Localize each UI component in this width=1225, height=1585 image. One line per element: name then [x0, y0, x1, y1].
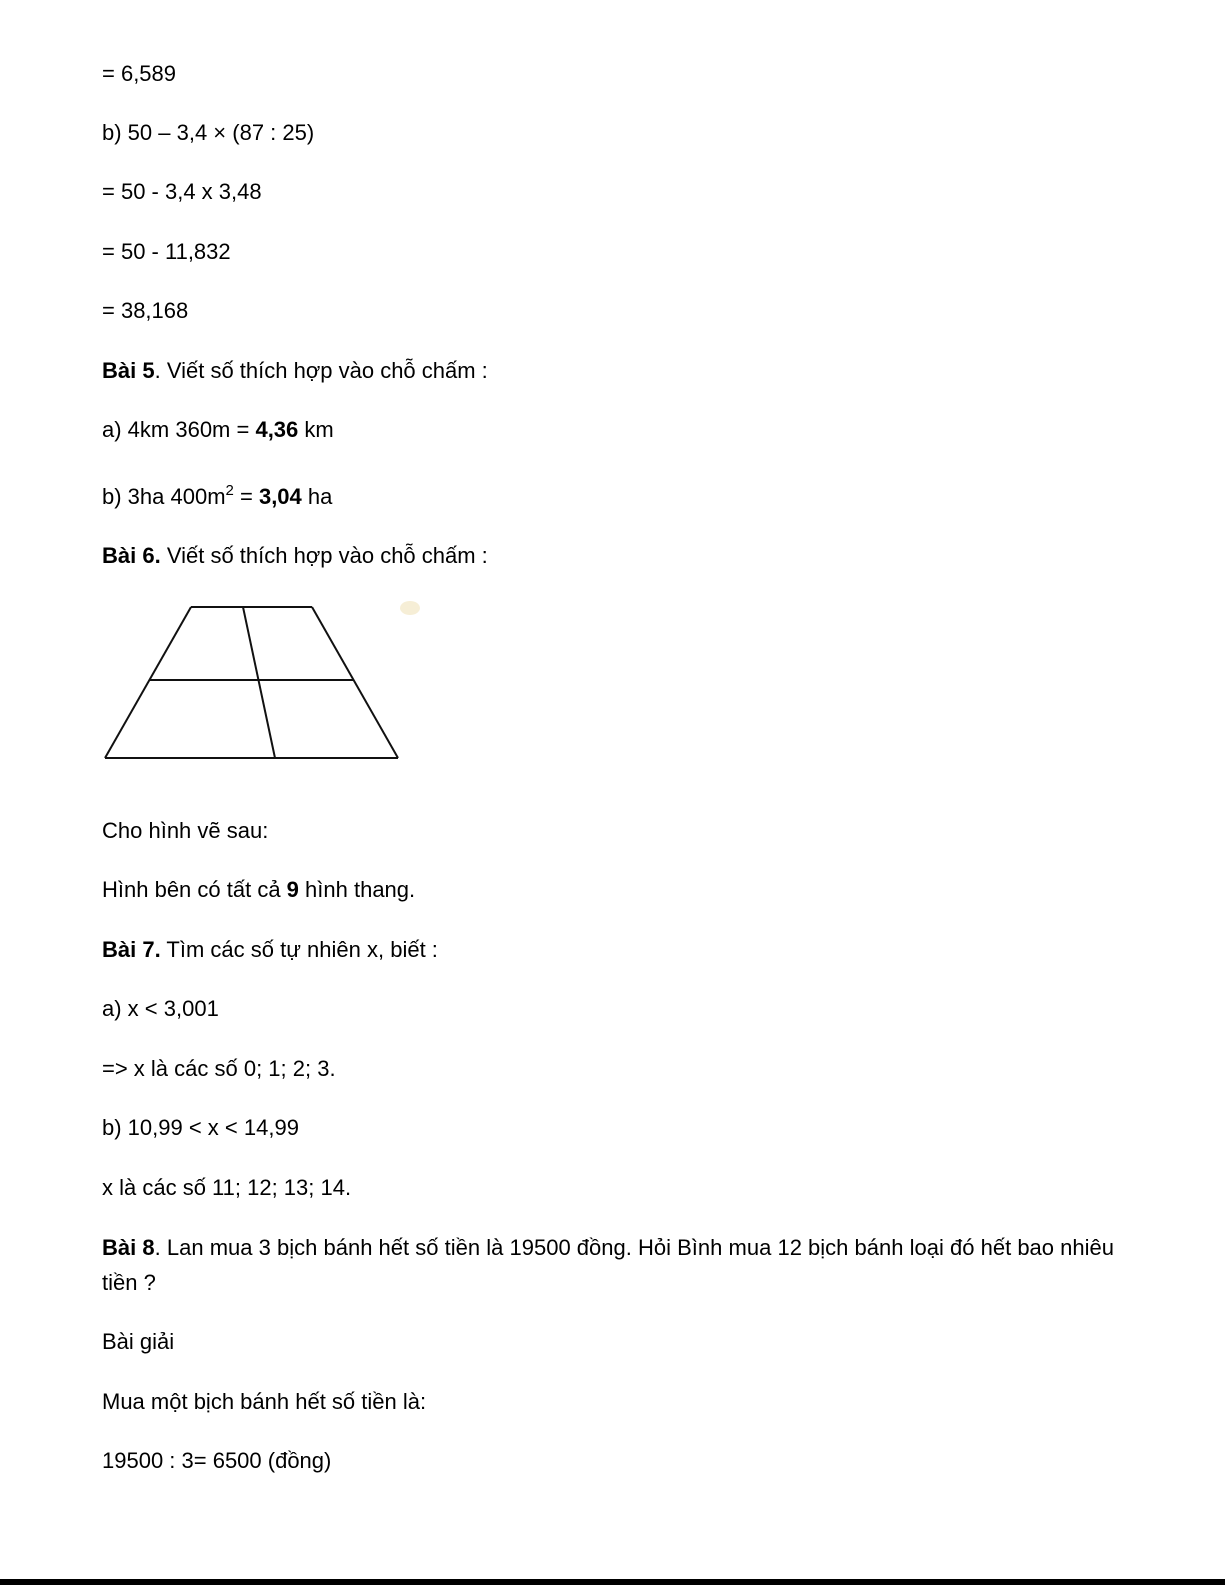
exercise-5a [102, 416, 334, 444]
text-line: Mua một bịch bánh hết số tiền là: [102, 1389, 427, 1414]
answer: 4,36 [255, 417, 299, 442]
exercise-7-heading [102, 936, 438, 964]
exercise-8-heading [102, 1230, 1114, 1300]
exercise-5b [102, 483, 332, 511]
exercise-text: Tìm các số tự nhiên x, biết : [160, 937, 438, 962]
text-line: b) 10,99 < x < 14,99 [102, 1115, 299, 1140]
exercise-6-heading [102, 542, 488, 570]
text-line: 19500 : 3= 6500 (đồng) [102, 1448, 332, 1473]
answer-line [102, 876, 415, 904]
exercise-label: Bài 6. [102, 543, 161, 568]
exercise-text: Viết số thích hợp vào chỗ chấm : [160, 543, 488, 568]
text: Hình bên có tất cả [102, 877, 287, 902]
trapezoid-figure [100, 596, 430, 766]
answer: 3,04 [258, 484, 302, 509]
text-line: x là các số 11; 12; 13; 14. [102, 1175, 352, 1200]
exercise-label: Bài 5 [102, 358, 155, 383]
text-line: a) x < 3,001 [102, 996, 219, 1021]
right-edge [312, 607, 398, 758]
text-line: = 50 - 11,832 [102, 239, 231, 264]
text: hình thang. [298, 877, 416, 902]
exercise-text: . Lan mua 3 bịch bánh hết số tiền là 19500 đồng. Hỏi Bình mua 12 bịch bánh loại đó hết bao nhiêu tiền ? [102, 1235, 1114, 1295]
smudge-mark [400, 601, 420, 615]
superscript: 2 [225, 482, 234, 499]
exercise-label: Bài 8 [102, 1235, 155, 1260]
text-line: b) 50 – 3,4 × (87 : 25) [102, 120, 315, 145]
exercise-text: . Viết số thích hợp vào chỗ chấm : [154, 358, 488, 383]
left-edge [105, 607, 191, 758]
divider-line [243, 607, 275, 758]
text-line: = 50 - 3,4 x 3,48 [102, 179, 262, 204]
expression: a) 4km 360m = [102, 417, 256, 442]
text-line: Bài giải [102, 1329, 175, 1354]
text-line: => x là các số 0; 1; 2; 3. [102, 1056, 336, 1081]
text-line: = 38,168 [102, 298, 189, 323]
unit: km [298, 417, 334, 442]
unit: ha [301, 484, 333, 509]
answer: 9 [286, 877, 299, 902]
exercise-5-heading [102, 357, 488, 385]
expression: b) 3ha 400m [102, 484, 226, 509]
text-line: Cho hình vẽ sau: [102, 818, 269, 843]
equals: = [233, 484, 259, 509]
page-bottom-border [0, 1579, 1225, 1585]
text-line: = 6,589 [102, 61, 177, 86]
exercise-label: Bài 7. [102, 937, 161, 962]
